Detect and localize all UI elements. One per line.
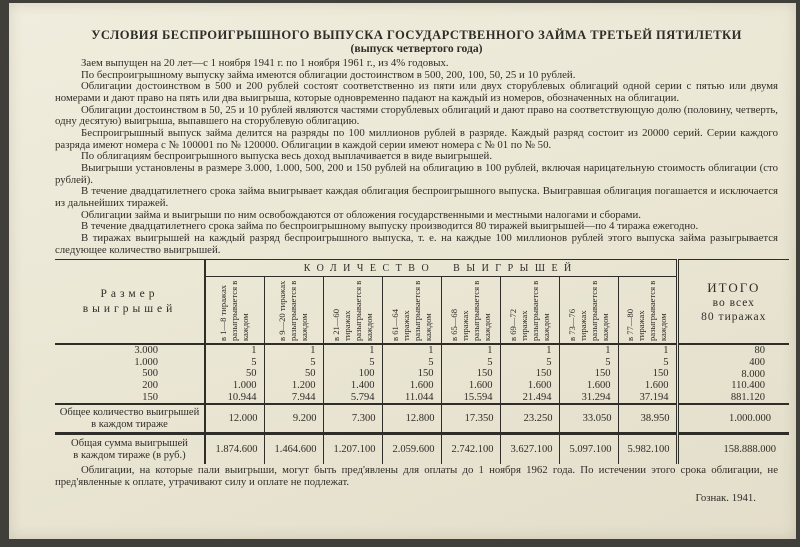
cell: 50 [246,368,257,380]
cell: 12.000 [205,404,264,434]
cell: 3.627.100 [500,434,559,465]
document-subtitle: (выпуск четвертого года) [350,42,483,55]
cell: 31.294 [559,392,618,405]
cell: 1 [264,344,323,357]
prize-size: 1.000 [55,357,205,369]
cell: 1 [382,344,441,357]
cell: 1.600 [500,380,559,392]
cell: 1.000 [232,379,257,391]
cell: 150 [618,368,677,380]
col-header-rotated: в 69—72 тиражах разыгрывается в каждом [507,280,551,342]
row-header-line2: выигрышей [82,302,177,315]
table-row [55,380,789,392]
cell: 1.600 [382,380,441,392]
row-header-cell [55,260,205,345]
table-row [55,357,789,369]
paragraph: Облигации займа и выигрыши по ним освобождаются от обложения государственными и местными налогами и сборами. [81,208,641,221]
cell: 150 [382,368,441,380]
table-row [55,392,789,405]
total-count-row [55,404,789,434]
cell: 38.950 [618,404,677,434]
cell: 1.600 [441,380,500,392]
cell: 1 [618,344,677,357]
cell: 1.600 [559,380,618,392]
col-header-rotated: в 77—80 тиражах разыгрывается в каждом [625,280,669,342]
prize-size: 150 [55,392,205,405]
col-header-rotated: в 21—60 тиражах разыгрывается в каждом [330,280,374,342]
col-header-cell [323,277,382,345]
total-sum-label: Общая сумма выигрышей в каждом тираже (в руб.) [55,434,205,465]
table-row [55,344,789,357]
cell: 11.044 [382,392,441,405]
paragraph: Облигации достоинством в 50, 25 и 10 рублей являются частями сторублевых облигаций и дают право на соответствующую долю (половину, четверть, одну десятую) выигрыша, выпавшего на сторублевую облигацию. [55,103,778,128]
cell: 2.742.100 [441,434,500,465]
cell: 15.594 [441,392,500,405]
cell: 5 [264,357,323,369]
cell: 2.059.600 [382,434,441,465]
row-total: 1.000.000 [677,404,789,434]
cell: 1 [323,344,382,357]
col-header-rotated: в 9—20 тиражах разыгрывается в каждом [277,280,309,342]
total-sum-row [55,434,789,465]
cell: 150 [500,368,559,380]
col-header-rotated: в 61—64 тиражах разыгрывается в каждом [389,280,433,342]
total-header-cell [677,260,789,345]
prize-size: 200 [55,380,205,392]
cell: 1.400 [323,380,382,392]
row-total: 881.120 [677,392,789,405]
paragraph: В тиражах выигрышей на каждый разряд беспроигрышного выпуска, т. е. на каждые 100 миллионов рублей этого выпуска займа разыгрывается следующее количество выигрышей. [55,231,778,256]
cell: 1 [251,345,257,357]
col-header-cell [500,277,559,345]
cell: 150 [441,368,500,380]
cell: 1.464.600 [264,434,323,465]
cell: 1.207.100 [323,434,382,465]
terms-text [55,58,778,256]
paragraph: Выигрыши установлены в размере 3.000, 1.000, 500, 200 и 150 рублей на облигацию в 100 рублей, включая нарицательную стоимость облигации (сто рублей). [55,161,778,186]
cell: 5 [323,357,382,369]
cell: 7.944 [264,392,323,405]
row-total: 110.400 [677,380,789,392]
col-header-cell [382,277,441,345]
cell: 5 [251,356,257,368]
row-header-line1: Размер [100,287,159,300]
paragraph: Облигации, на которые пали выигрыши, могут быть пред'явлены для оплаты до 1 ноября 1962 года. По истечении этого срока облигации, не пред'явленные к оплате, утрачивают силу и оплате не подлежат. [55,464,778,488]
paragraph: По беспроигрышному выпуску займа имеются облигации достоинством в 500, 200, 100, 50, 25 и 10 рублей. [81,68,576,81]
row-total: 400 [677,357,789,369]
prize-size: 3.000 [55,344,205,357]
cell: 1 [559,344,618,357]
cell: 5 [382,357,441,369]
col-header-cell [441,277,500,345]
document-title: УСЛОВИЯ БЕСПРОИГРЫШНОГО ВЫПУСКА ГОСУДАРСТВЕННОГО ЗАЙМА ТРЕТЬЕЙ ПЯТИЛЕТКИ [91,28,742,42]
paragraph: Заем выпущен на 20 лет—с 1 ноября 1941 г. по 1 ноября 1961 г., из 4% годовых. [81,57,449,69]
col-header-cell [559,277,618,345]
row-total: 80 [677,344,789,357]
total-header-line3: 80 тиражах [701,310,767,323]
col-header-rotated: в 1—8 тиражах разыгрывается в каждом [218,280,251,342]
paragraph: Беспроигрышный выпуск займа делится на разряды по 100 миллионов рублей в разряде. Каждый разряд состоит из 20000 серий. Серии каждого разряда имеют номера с № 100001 по № 120000. Облигации в каждой серии имеют номера с № 01 по № 50. [55,126,778,151]
cell: 21.494 [500,392,559,405]
cell: 37.194 [618,392,677,405]
cell: 5 [559,357,618,369]
col-header-cell [264,277,323,345]
cell: 100 [323,368,382,380]
cell: 150 [559,368,618,380]
col-header-rotated: в 65—68 тиражах разыгрывается в каждом [448,280,492,342]
cell: 17.350 [441,404,500,434]
cell: 5.097.100 [559,434,618,465]
cell: 50 [264,368,323,380]
paragraph: В течение двадцатилетнего срока займа по беспроигрышному выпуску производится 80 тиражей выигрышей—по 4 тиража ежегодно. [81,220,699,233]
col-header-rotated: в 73—76 тиражах разыгрывается в каждом [566,280,610,342]
cell: 5 [618,357,677,369]
imprint: Гознак. 1941. [695,491,756,504]
paragraph: Облигации достоинством в 500 и 200 рублей состоят соответственно из пяти или двух сторублевых облигаций одной серии с пятью или двумя номерами и дают право на пять или два выигрыша, которые одновременно падают на каждый из номеров, обозначенных на облигации. [55,80,778,104]
cell: 33.050 [559,404,618,434]
prize-size: 500 [55,368,205,380]
row-total: 158.888.000 [677,434,789,465]
cell: 1.600 [618,380,677,392]
paragraph: В течение двадцатилетнего срока займа выигрывает каждая облигация беспроигрышного выпуска. Выигравшая облигация погашается и исключается из дальнейших тиражей. [55,185,778,209]
table-row [55,368,789,380]
total-header-line2: во всех [712,296,755,309]
cell: 5 [441,357,500,369]
total-header-line1: ИТОГО [707,279,761,295]
group-header-cell: КОЛИЧЕСТВО ВЫИГРЫШЕЙ [205,260,677,277]
paragraph: По облигациям беспроигрышного выпуска весь доход выплачивается в виде выигрышей. [81,150,493,163]
cell: 9.200 [264,404,323,434]
prize-table [55,259,789,464]
cell: 12.800 [382,404,441,434]
total-count-label: Общее количество выигрышей в каждом тираже [55,404,205,434]
cell: 1.200 [264,380,323,392]
cell: 1 [441,344,500,357]
col-header-cell [205,277,264,345]
cell: 10.944 [205,392,264,405]
cell: 5.794 [323,392,382,405]
document-page [9,3,796,539]
cell: 23.250 [500,404,559,434]
row-total: 8.000 [677,368,789,380]
cell: 7.300 [323,404,382,434]
footer-text [55,465,778,489]
col-header-cell [618,277,677,345]
cell: 5.982.100 [618,434,677,465]
cell: 1 [500,344,559,357]
cell: 5 [500,357,559,369]
cell: 1.874.600 [215,443,258,455]
